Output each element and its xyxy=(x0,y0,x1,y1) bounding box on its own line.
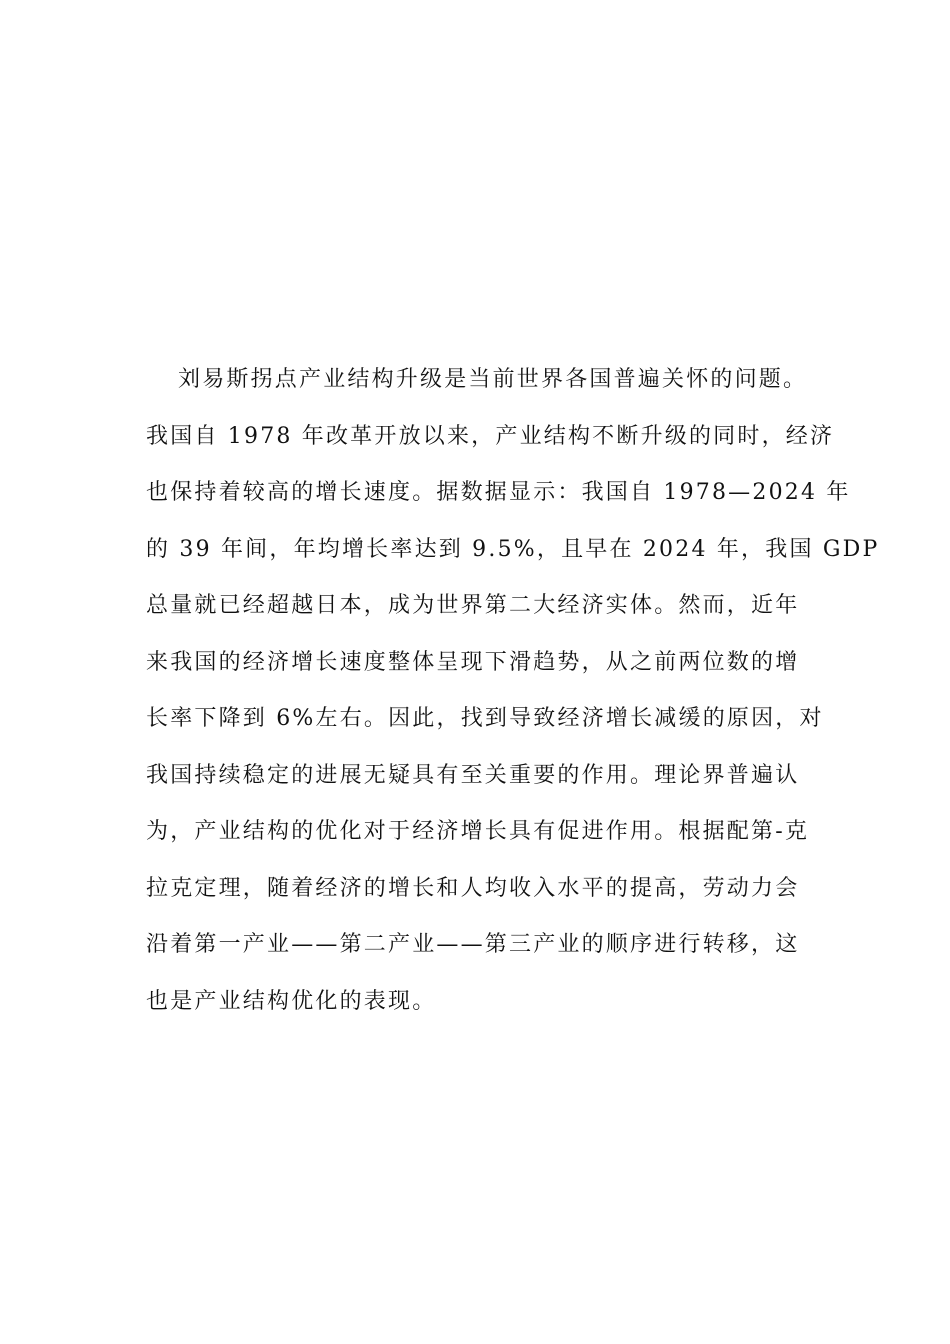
paragraph-line: 为，产业结构的优化对于经济增长具有促进作用。根据配第-克 xyxy=(146,819,810,844)
paragraph-line: 也保持着较高的增长速度。据数据显示：我国自 1978—2024 年 xyxy=(146,480,851,505)
body-paragraph xyxy=(146,352,880,1030)
paragraph-line: 总量就已经超越日本，成为世界第二大经济实体。然而，近年 xyxy=(146,593,800,618)
paragraph-line: 沿着第一产业——第二产业——第三产业的顺序进行转移，这 xyxy=(146,932,800,957)
paragraph-line: 拉克定理，随着经济的增长和人均收入水平的提高，劳动力会 xyxy=(146,875,800,901)
paragraph-line: 来我国的经济增长速度整体呈现下滑趋势，从之前两位数的增 xyxy=(146,649,800,675)
paragraph-line: 长率下降到 6%左右。因此，找到导致经济增长减缓的原因，对 xyxy=(146,706,824,731)
paragraph-line: 我国持续稳定的进展无疑具有至关重要的作用。理论界普遍认 xyxy=(146,762,800,788)
paragraph-line: 刘易斯拐点产业结构升级是当前世界各国普遍关怀的问题。 xyxy=(178,367,808,392)
paragraph-line: 也是产业结构优化的表现。 xyxy=(146,988,437,1014)
paragraph-line: 我国自 1978 年改革开放以来，产业结构不断升级的同时，经济 xyxy=(146,423,835,449)
paragraph-line: 的 39 年间，年均增长率达到 9.5%，且早在 2024 年，我国 GDP xyxy=(146,536,880,562)
